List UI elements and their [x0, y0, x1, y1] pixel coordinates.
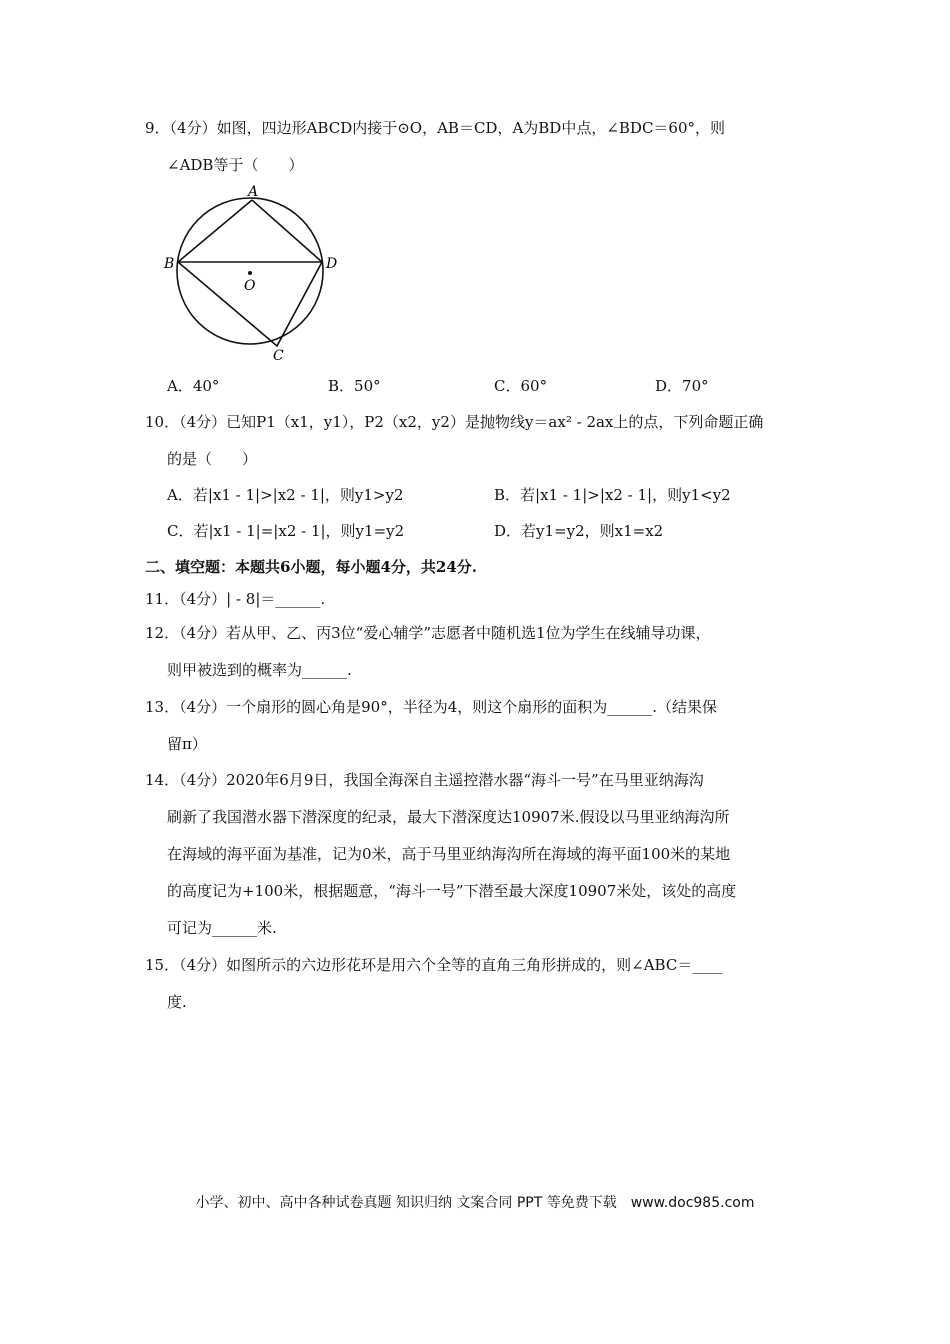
center-dot — [248, 271, 252, 275]
q9-line1: 9．（4分）如图，四边形ABCD内接于⊙O，AB＝CD，A为BD中点，∠BDC＝60°，则 — [145, 119, 726, 137]
label-d: D — [326, 256, 338, 272]
q10-option-d: D．若y1=y2，则x1=x2 — [494, 522, 664, 540]
q9-option-b: B．50° — [328, 377, 381, 395]
label-o: O — [244, 278, 256, 294]
q15-line1: 15．（4分）如图所示的六边形花环是用六个全等的直角三角形拼成的，则∠ABC＝____ — [145, 956, 723, 974]
q10-line2: 的是（ ） — [167, 450, 258, 468]
q9-circle-figure — [160, 182, 350, 362]
q10-option-b: B．若|x1 - 1|>|x2 - 1|，则y1<y2 — [494, 486, 731, 504]
q13-line2: 留π） — [167, 735, 207, 753]
q10-option-c: C．若|x1 - 1|=|x2 - 1|，则y1=y2 — [167, 522, 405, 540]
q14-line5: 可记为______米. — [167, 919, 277, 937]
q14-line1: 14．（4分）2020年6月9日，我国全海深自主遥控潜水器“海斗一号”在马里亚纳海沟 — [145, 771, 704, 789]
q9-line2: ∠ADB等于（ ） — [167, 156, 304, 174]
label-c: C — [273, 348, 284, 362]
q14-line4: 的高度记为+100米，根据题意，“海斗一号”下潜至最大深度10907米处，该处的高度 — [167, 882, 737, 900]
q9-option-c: C．60° — [494, 377, 548, 395]
section-title: 二、填空题：本题共6小题，每小题4分，共24分. — [145, 558, 477, 576]
q12-line2: 则甲被选到的概率为______. — [167, 661, 352, 679]
label-b: B — [164, 256, 175, 272]
q14-line3: 在海域的海平面为基准，记为0米，高于马里亚纳海沟所在海域的海平面100米的某地 — [167, 845, 731, 863]
q9-option-d: D．70° — [655, 377, 709, 395]
q12-line1: 12．（4分）若从甲、乙、丙3位“爱心辅学”志愿者中随机选1位为学生在线辅导功课， — [145, 624, 711, 642]
label-a: A — [248, 184, 259, 200]
q14-line2: 刷新了我国潜水器下潜深度的纪录，最大下潜深度达10907米.假设以马里亚纳海沟所 — [167, 808, 730, 826]
q10-option-a: A．若|x1 - 1|>|x2 - 1|，则y1>y2 — [167, 486, 404, 504]
q13-line1: 13．（4分）一个扇形的圆心角是90°，半径为4，则这个扇形的面积为______.（结果保 — [145, 698, 718, 716]
q10-line1: 10．（4分）已知P1（x1，y1），P2（x2，y2）是抛物线y＝ax² - 2ax上的点，下列命题正确 — [145, 413, 764, 431]
q15-line2: 度. — [167, 993, 187, 1011]
q9-option-a: A．40° — [167, 377, 220, 395]
page-footer: 小学、初中、高中各种试卷真题 知识归纳 文案合同 PPT 等免费下载 www.doc985.com — [195, 1195, 755, 1211]
q11-line: 11．（4分）| - 8|＝______. — [145, 590, 326, 608]
